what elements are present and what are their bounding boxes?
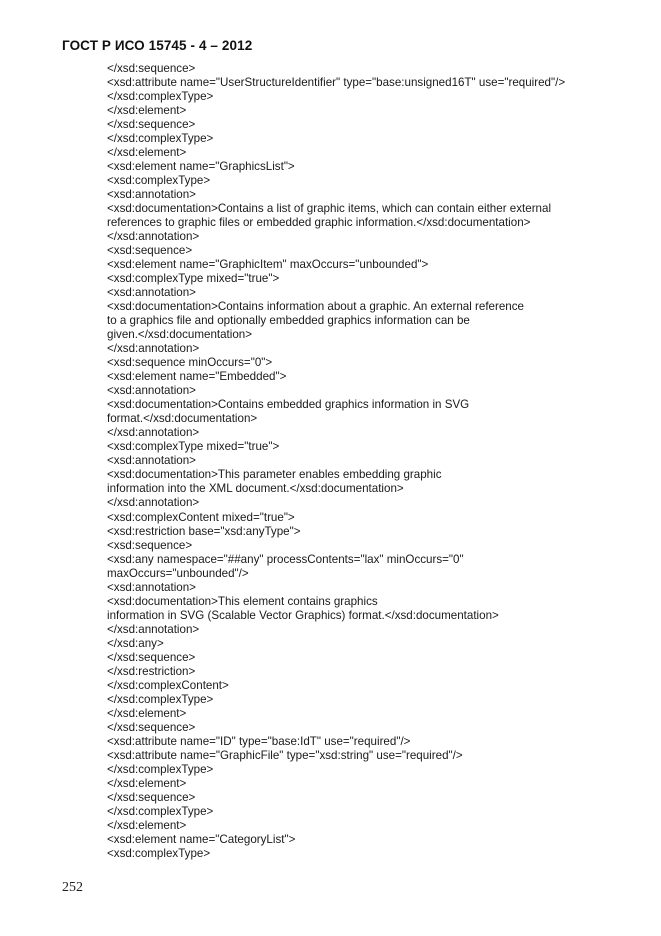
code-line: <xsd:element name="GraphicsList"> [107, 160, 295, 174]
code-line: </xsd:annotation> [107, 622, 200, 636]
code-line: <xsd:element name="Embedded"> [107, 370, 287, 384]
page-header-title: ГОСТ Р ИСО 15745 - 4 – 2012 [62, 38, 253, 53]
code-line: </xsd:annotation> [107, 230, 200, 244]
code-line: information in SVG (Scalable Vector Graphics) format.</xsd:documentation> [107, 608, 499, 622]
code-line: references to graphic files or embedded graphic information.</xsd:documentation> [107, 216, 531, 230]
code-line: <xsd:annotation> [107, 286, 196, 300]
code-line: </xsd:complexType> [107, 762, 214, 776]
code-line: <xsd:complexType> [107, 846, 211, 860]
code-line: </xsd:sequence> [107, 720, 196, 734]
xsd-code-block [107, 62, 607, 861]
code-line: </xsd:element> [107, 146, 187, 160]
code-line: </xsd:sequence> [107, 650, 196, 664]
code-line: <xsd:attribute name="GraphicFile" type="xsd:string" use="required"/> [107, 748, 463, 762]
code-line: <xsd:attribute name="UserStructureIdentifier" type="base:unsigned16T" use="required"/> [107, 76, 566, 90]
code-line: <xsd:annotation> [107, 580, 196, 594]
code-line: information into the XML document.</xsd:documentation> [107, 482, 404, 496]
code-line: </xsd:element> [107, 104, 187, 118]
code-line: <xsd:documentation>Contains information about a graphic. An external reference [107, 300, 524, 314]
code-line: format.</xsd:documentation> [107, 412, 258, 426]
code-line: <xsd:documentation>Contains embedded graphics information in SVG [107, 398, 470, 412]
code-line: <xsd:any namespace="##any" processContents="lax" minOccurs="0" [107, 552, 464, 566]
code-line: <xsd:annotation> [107, 454, 196, 468]
code-line: <xsd:sequence> [107, 538, 193, 552]
code-line: <xsd:complexType mixed="true"> [107, 440, 280, 454]
code-line: </xsd:sequence> [107, 62, 196, 75]
code-line: <xsd:complexContent mixed="true"> [107, 510, 295, 524]
code-line: <xsd:annotation> [107, 384, 196, 398]
code-line: </xsd:sequence> [107, 118, 196, 132]
code-line: <xsd:element name="GraphicItem" maxOccurs="unbounded"> [107, 258, 429, 272]
code-line: </xsd:annotation> [107, 342, 200, 356]
page-number: 252 [62, 880, 83, 895]
code-line: </xsd:complexType> [107, 90, 214, 104]
code-line: given.</xsd:documentation> [107, 328, 253, 342]
code-line: </xsd:element> [107, 818, 187, 832]
code-line: </xsd:complexType> [107, 132, 214, 146]
code-line: maxOccurs="unbounded"/> [107, 566, 249, 580]
code-line: <xsd:attribute name="ID" type="base:IdT" use="required"/> [107, 734, 411, 748]
code-line: </xsd:element> [107, 776, 187, 790]
code-line: <xsd:sequence minOccurs="0"> [107, 356, 273, 370]
code-line: <xsd:annotation> [107, 188, 196, 202]
code-line: </xsd:annotation> [107, 426, 200, 440]
code-line: </xsd:complexType> [107, 692, 214, 706]
code-line: </xsd:sequence> [107, 790, 196, 804]
code-line: <xsd:documentation>This parameter enables embedding graphic [107, 468, 442, 482]
code-line: </xsd:restriction> [107, 664, 196, 678]
code-line: <xsd:documentation>Contains a list of graphic items, which can contain either external [107, 202, 552, 216]
code-line: <xsd:complexType mixed="true"> [107, 272, 280, 286]
code-line: </xsd:complexContent> [107, 678, 229, 692]
code-line: <xsd:documentation>This element contains graphics [107, 594, 378, 608]
code-line: <xsd:restriction base="xsd:anyType"> [107, 524, 301, 538]
code-line: </xsd:element> [107, 706, 187, 720]
code-line: </xsd:any> [107, 636, 164, 650]
code-line: </xsd:complexType> [107, 804, 214, 818]
code-line: <xsd:element name="CategoryList"> [107, 832, 296, 846]
code-line: <xsd:sequence> [107, 244, 193, 258]
code-line: <xsd:complexType> [107, 174, 211, 188]
code-line: to a graphics file and optionally embedded graphics information can be [107, 314, 470, 328]
code-line: </xsd:annotation> [107, 496, 200, 510]
